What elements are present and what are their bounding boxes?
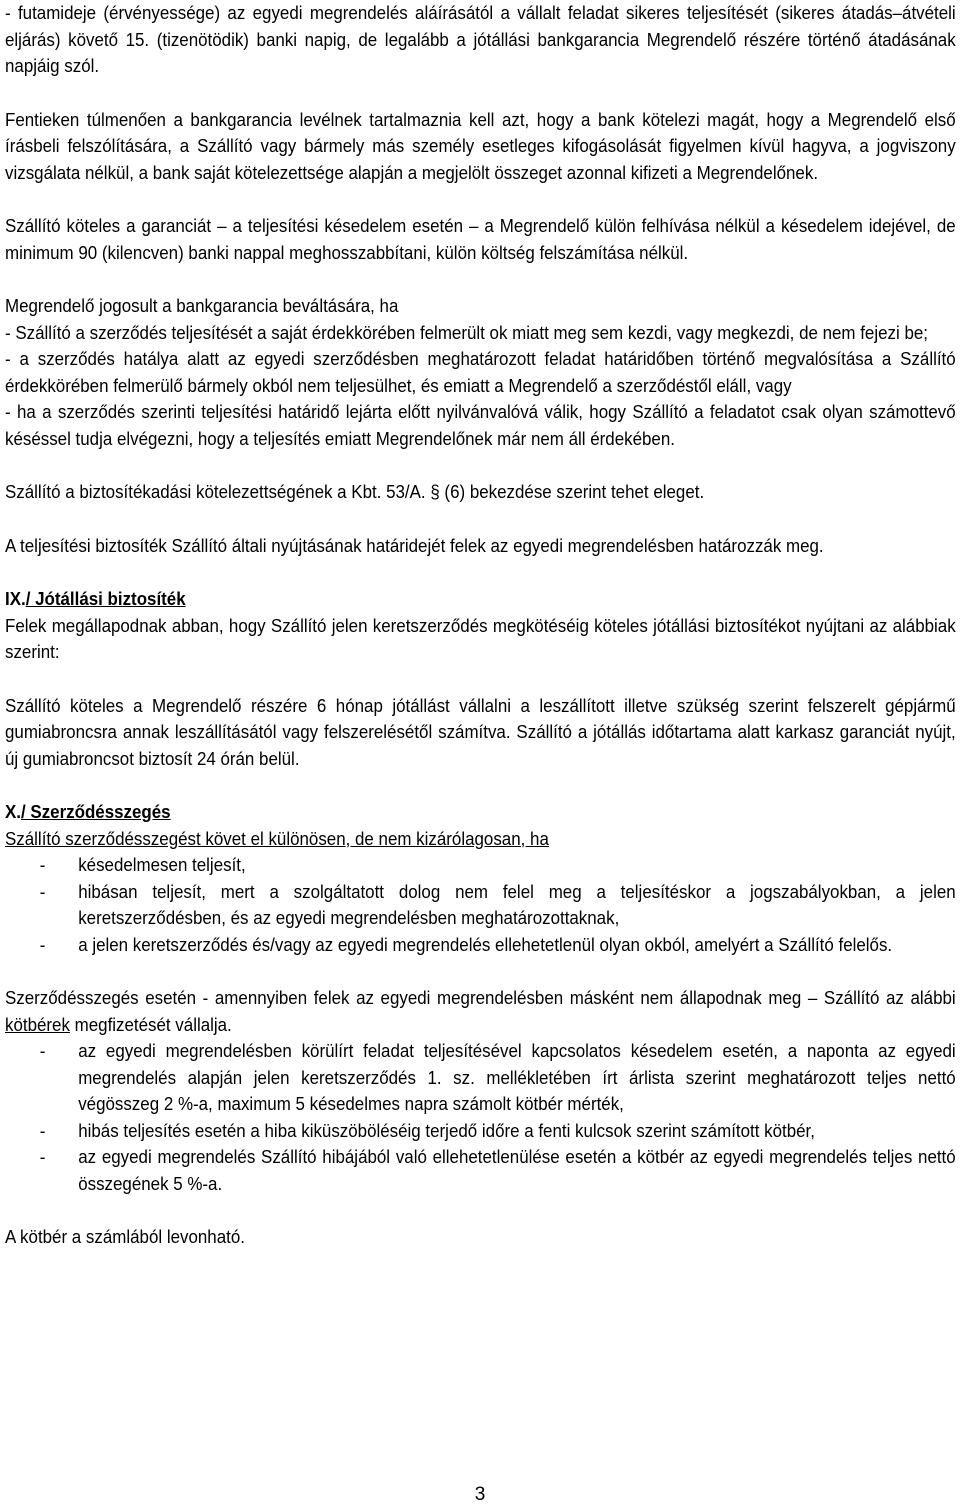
- list-dash: -: [39, 1146, 46, 1167]
- section-x-number: X.: [5, 801, 21, 822]
- section-x-heading: [5, 799, 956, 826]
- kbt-paragraph: Szállító a biztosítékadási kötelezettségének a Kbt. 53/A. § (6) bekezdése szerint tehet eleget.: [5, 481, 705, 502]
- document-page: [5, 0, 956, 1251]
- list-item: [5, 879, 956, 932]
- list-dash: -: [39, 854, 46, 875]
- list-dash: -: [39, 880, 46, 902]
- section-ix-paragraph-1: Felek megállapodnak abban, hogy Szállító jelen keretszerződés megkötéséig köteles jótállási biztosítékot nyújtani az alábbiak szerint:: [5, 614, 956, 662]
- list-item: [5, 932, 956, 959]
- list-item: [5, 1118, 956, 1145]
- list-item-text: az egyedi megrendelés Szállító hibájából való ellehetetlenülése esetén a kötbér az egyedi megrendelés teljes nettó összegének 5 %-a.: [78, 1146, 956, 1194]
- section-ix-number: IX.: [5, 588, 26, 609]
- list-item-text: a jelen keretszerződés és/vagy az egyedi megrendelés ellehetetlenül olyan okból, amelyért a Szállító felelős.: [78, 933, 893, 955]
- section-x-intro-text: Szállító szerződésszegést követ el különösen, de nem kizárólagosan, ha: [5, 827, 549, 849]
- penalty-intro-pre: Szerződésszegés esetén - amennyiben felek az egyedi megrendelésben másként nem állapodnak meg – Szállító az alábbi: [5, 987, 956, 1008]
- penalty-list: [5, 1038, 956, 1197]
- page-number: 3: [474, 1484, 486, 1505]
- list-dash: -: [39, 1040, 46, 1061]
- section-ix-paragraph-2: Szállító köteles a Megrendelő részére 6 hónap jótállást vállalni a leszállított illetve szükség szerint felszerelt gépjármű gumiabroncsra annak leszállításától vagy felszerelésétől számítva. Szállító a jótállás időtartama alatt karkasz garanciát nyújt, új gumiabroncsot biztosít 24 órán belül.: [5, 694, 956, 769]
- list-item: [5, 852, 956, 879]
- list-item-text: hibásan teljesít, mert a szolgáltatott dolog nem felel meg a teljesítéskor a jogszabályokban, a jelen keretszerződésben, és az egyedi megrendelésben meghatározottaknak,: [78, 880, 956, 928]
- list-item-text: hibás teljesítés esetén a hiba kiküszöböléséig terjedő időre a fenti kulcsok szerint számított kötbér,: [78, 1119, 815, 1141]
- list-item: [5, 1038, 956, 1118]
- breach-list: [5, 852, 956, 958]
- penalty-term: kötbérek: [5, 1013, 70, 1035]
- section-ix-heading: [5, 586, 956, 613]
- guarantee-term-paragraph: - futamideje (érvényessége) az egyedi megrendelés aláírásától a vállalt feladat sikeres teljesítését (sikeres átadás–átvételi eljárás) követő 15. (tizenötödik) banki napig, de legalább a jótállási bankgarancia Megrendelő részére történő átadásának napjáig szól.: [5, 2, 956, 76]
- penalty-deduction-paragraph: A kötbér a számlából levonható.: [5, 1226, 245, 1247]
- list-dash: -: [39, 1119, 46, 1141]
- penalty-intro-post: megfizetését vállalja.: [69, 1013, 232, 1035]
- redeem-intro: Megrendelő jogosult a bankgarancia beváltására, ha: [5, 295, 399, 316]
- section-x-title: / Szerződésszegés: [20, 801, 171, 822]
- deadline-paragraph: A teljesítési biztosíték Szállító általi nyújtásának határidejét felek az egyedi megrendelésben határozzák meg.: [5, 534, 824, 556]
- redeem-condition-1: - Szállító a szerződés teljesítését a saját érdekkörében felmerült ok miatt meg sem kezdi, vagy megkezdi, de nem fejezi be;: [5, 321, 928, 343]
- list-item-text: késedelmesen teljesít,: [78, 854, 246, 875]
- redeem-condition-3: - ha a szerződés szerinti teljesítési határidő lejárta előtt nyilvánvalóvá válik, hogy Szállító a feladatot csak olyan számottevő késéssel tudja elvégezni, hogy a teljesítés emiatt Megrendelőnek már nem áll érdekében.: [5, 401, 956, 449]
- section-x-intro: [5, 826, 956, 853]
- guarantee-extension-paragraph: Szállító köteles a garanciát – a teljesítési késedelem esetén – a Megrendelő külön felhívása nélkül a késedelem idejével, de minimum 90 (kilencven) banki nappal meghosszabbítani, külön költség felszámítása nélkül.: [5, 215, 956, 263]
- penalty-intro: [5, 985, 956, 1038]
- redeem-condition-2: - a szerződés hatálya alatt az egyedi szerződésben meghatározott feladat határidőben történő megvalósítása a Szállító érdekkörében felmerülő bármely okból nem teljesülhet, és emiatt a Megrendelő a szerződéstől eláll, vagy: [5, 348, 956, 396]
- list-dash: -: [39, 933, 46, 955]
- bank-letter-paragraph: Fentieken túlmenően a bankgarancia levélnek tartalmaznia kell azt, hogy a bank kötelezi magát, hogy a Megrendelő első írásbeli felszólítására, a Szállító vagy bármely más személy esetleges kifogásolását figyelmen kívül hagyva, a jogviszony vizsgálata nélkül, a bank saját kötelezettsége alapján a megjelölt összeget azonnal kifizeti a Megrendelőnek.: [5, 108, 956, 183]
- list-item: [5, 1144, 956, 1197]
- list-item-text: az egyedi megrendelésben körülírt feladat teljesítésével kapcsolatos késedelem esetén, a naponta az egyedi megrendelés alapján jelen keretszerződés 1. sz. mellékletében írt árlista szerint meghatározott teljes nettó végösszeg 2 %-a, maximum 5 késedelmes napra számolt kötbér mérték,: [78, 1040, 956, 1114]
- section-ix-title: / Jótállási biztosíték: [25, 588, 186, 609]
